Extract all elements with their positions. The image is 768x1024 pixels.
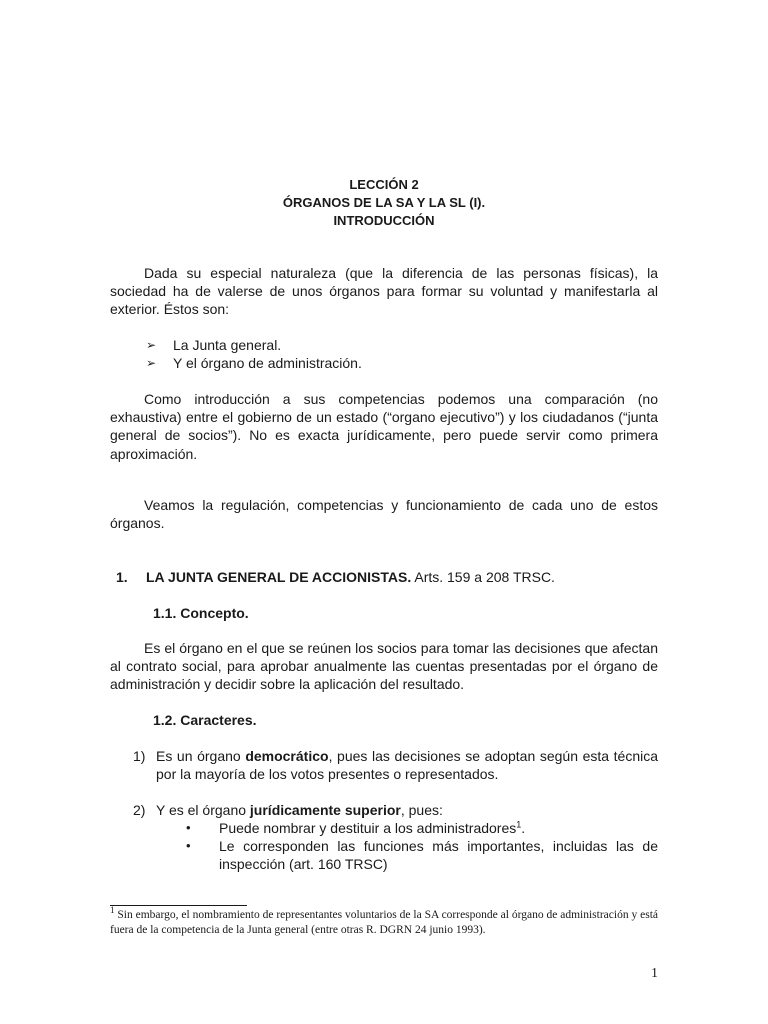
dot-bullet-icon: • [186,838,191,853]
subsection-heading-caracteres: 1.2. Caracteres. [153,712,257,728]
intro-paragraph [110,264,658,319]
dot-item-funciones: Le corresponden las funciones más importantes, incluidas las de inspección (art. 160 TRSC) [219,838,658,873]
list-item-superior: Y es el órgano jurídicamente superior, pues: [156,802,443,818]
lesson-subtitle: INTRODUCCIÓN [333,213,435,228]
footnote-mark: 1 [110,905,115,916]
comparison-paragraph [110,390,658,463]
section-heading [146,568,555,586]
lesson-title: ÓRGANOS DE LA SA Y LA SL (I). [282,195,486,210]
section-number: 1. [116,569,128,585]
arrow-bullet-icon: ➢ [146,338,157,352]
subsection-heading-concepto: 1.1. Concepto. [153,605,249,621]
lesson-number: LECCIÓN 2 [349,177,419,192]
bullet-item: Y el órgano de administración. [173,355,362,371]
section-title: LA JUNTA GENERAL DE ACCIONISTAS. [146,569,412,585]
concepto-paragraph [110,639,658,694]
page-number: 1 [651,966,658,981]
comparison-text: Como introducción a sus competencias podemos una comparación (no exhaustiva) entre el gobierno de un estado (“organo ejecutivo”) y los ciudadanos (“junta general de socios”). No es exacta jurídicamente, pero puede servir como primera aproximación. [110,391,658,462]
footnote-ref[interactable]: 1 [516,819,522,830]
dot-bullet-icon: • [186,820,191,835]
overview-paragraph [110,496,658,532]
list-number: 1) [133,748,146,764]
footnote [110,905,658,938]
footnote-divider [110,905,247,906]
list-item-democratic: Es un órgano democrático, pues las decisiones se adoptan según esta técnica por la mayoría de los votos presentes o representados. [156,748,659,783]
section-articles: Arts. 159 a 208 TRSC. [411,569,555,585]
concepto-text: Es el órgano en el que se reúnen los socios para tomar las decisiones que afectan al contrato social, para aprobar anualmente las cuentas presentadas por el órgano de administración y decidir sobre la aplicación del resultado. [110,640,658,693]
footnote-text: Sin embargo, el nombramiento de representantes voluntarios de la SA corresponde al órgano de administración y está fuera de la competencia de la Junta general (entre otras R. DGRN 24 junio 1993). [110,909,658,936]
bullet-item: La Junta general. [173,337,282,353]
arrow-bullet-icon: ➢ [146,356,157,370]
list-number: 2) [133,802,146,818]
overview-text: Veamos la regulación, competencias y funcionamiento de cada uno de estos órganos. [110,497,658,532]
intro-text: Dada su especial naturaleza (que la diferencia de las personas físicas), la sociedad ha de valerse de unos órganos para formar su voluntad y manifestarla al exterior. Éstos son: [110,265,658,318]
dot-item-nombrar: Puede nombrar y destituir a los administradores$^1$. [219,819,526,836]
